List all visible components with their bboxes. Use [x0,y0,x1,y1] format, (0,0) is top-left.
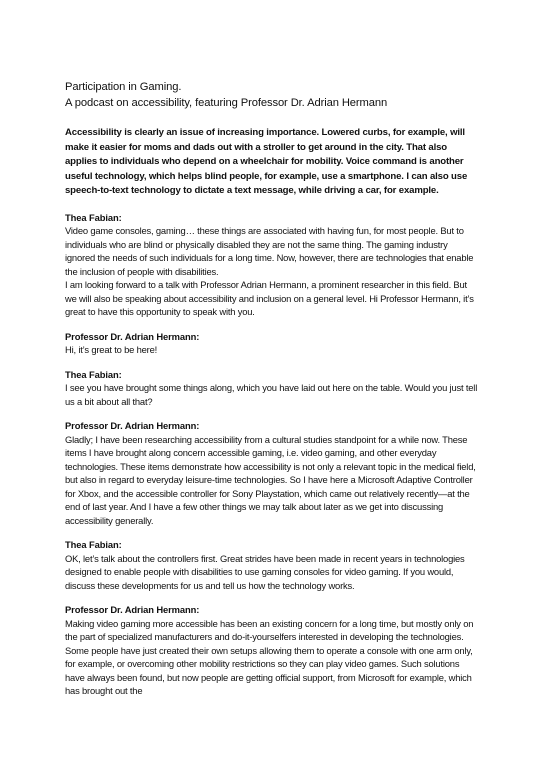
title-line-2: A podcast on accessibility, featuring Professor Dr. Adrian Hermann [65,97,388,109]
document-content [65,79,480,709]
transcript-turn [65,211,480,319]
speech-paragraph: Hi, it’s great to be here! [65,344,158,355]
speech-paragraph: I am looking forward to a talk with Professor Adrian Hermann, a prominent researcher in this field. But we will also be speaking about accessibility and inclusion on a general level. Hi Professor Hermann, it’s great to have this opportunity to speak with you. [65,279,474,317]
transcript-turn [65,330,480,357]
document-title [65,79,480,111]
speech-paragraph: Making video gaming more accessible has been an existing concern for a long time, but mostly only on the part of specialized manufacturers and do-it-yourselfers interested in developing the technologies. Some people have just created their own setups allowing them to operate a console with one arm only, for example, or overcoming other mobility restrictions so they can play video games. Such solutions have always been found, but now people are getting official support, from Microsoft for example, which has brought out the [65,617,474,696]
speaker-name: Thea Fabian: [65,539,122,550]
speaker-name: Professor Dr. Adrian Hermann: [65,330,200,342]
title-line-1: Participation in Gaming. [65,81,182,93]
speech-paragraph: Gladly; I have been researching accessibility from a cultural studies standpoint for a while now. These items I have brought along concern accessible gaming, i.e. video gaming, and other everyday technologies. These items demonstrate how accessibility is not only a relevant topic in the medical field, but also in regard to everyday leisure-time technologies. So I have here a Microsoft Adaptive Controller for Xbox, and the accessible controller for Sony Playstation, which came out relatively recently—at the end of last year. And I have a few other things we may talk about later as we get into discussing accessibility generally. [65,433,476,526]
speaker-name: Thea Fabian: [65,368,122,380]
speech-paragraph: I see you have brought some things along, which you have laid out here on the table. Would you just tell us a bit about all that? [65,382,478,407]
speech-paragraph: Video game consoles, gaming… these things are associated with having fun, for most people. But to individuals who are blind or physically disabled they are not the same thing. The gaming industry ignored the needs of such individuals for a long time. Now, however, there are technologies that enable the inclusion of people with disabilities. [65,225,474,277]
speaker-name: Professor Dr. Adrian Hermann: [65,604,200,615]
speaker-name: Professor Dr. Adrian Hermann: [65,420,200,431]
transcript-turn [65,603,480,698]
transcript-turn [65,419,480,527]
speech-paragraph: OK, let’s talk about the controllers first. Great strides have been made in recent years in technologies designed to enable people with disabilities to use gaming consoles for video gaming. If you would, discuss these developments for us and tell us how the technology works. [65,552,465,591]
transcript-turn [65,538,480,592]
speaker-name: Thea Fabian: [65,211,122,223]
intro-paragraph: Accessibility is clearly an issue of increasing importance. Lowered curbs, for example, will make it easier for moms and dads out with a stroller to get around in the city. That also applies to individuals who depend on a wheelchair for mobility. Voice command is another useful technology, which helps blind people, for example, use a smartphone. I can also use speech-to-text technology to dictate a text message, while driving a car, for example. [65,127,468,196]
transcript-turn [65,368,480,409]
